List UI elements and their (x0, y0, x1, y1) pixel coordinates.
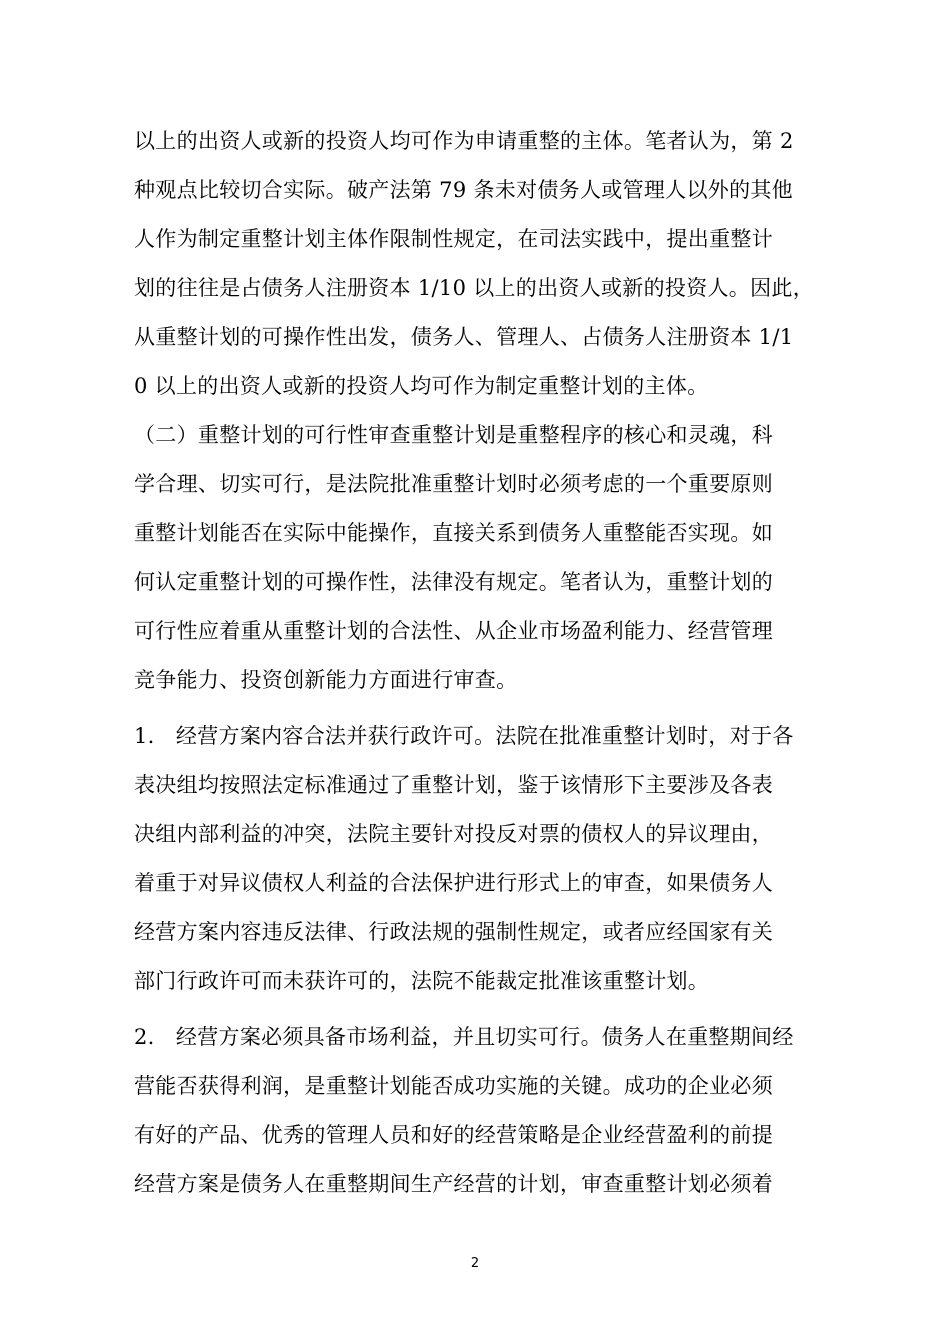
text-line: 经营方案内容违反法律、行政法规的强制性规定，或者应经国家有关 (134, 920, 773, 944)
text-line: 划的往往是占债务人注册资本 1/10 以上的出资人或新的投资人。因此， (134, 276, 815, 300)
text-line: 经营方案是债务人在重整期间生产经营的计划，审查重整计划必须着 (134, 1172, 773, 1196)
text-line: 竞争能力、投资创新能力方面进行审查。 (134, 668, 518, 692)
text-line: 学合理、切实可行，是法院批准重整计划时必须考虑的一个重要原则 (134, 472, 773, 496)
text-line: 表决组均按照法定标准通过了重整计划，鉴于该情形下主要涉及各表 (134, 773, 773, 797)
text-line: 重整计划能否在实际中能操作，直接关系到债务人重整能否实现。如 (134, 521, 773, 545)
text-line: 2. 经营方案必须具备市场利益，并且切实可行。债务人在重整期间经 (134, 1025, 794, 1049)
text-line: 1. 经营方案内容合法并获行政许可。法院在批准重整计划时，对于各 (134, 724, 794, 748)
text-line: 以上的出资人或新的投资人均可作为申请重整的主体。笔者认为，第 2 (134, 129, 794, 153)
text-line: 决组内部利益的冲突，法院主要针对投反对票的债权人的异议理由， (134, 822, 773, 846)
text-line: 从重整计划的可操作性出发，债务人、管理人、占债务人注册资本 1/1 (134, 325, 794, 349)
text-line: 何认定重整计划的可操作性，法律没有规定。笔者认为，重整计划的 (134, 570, 773, 594)
text-line: （二）重整计划的可行性审查重整计划是重整程序的核心和灵魂，科 (134, 423, 773, 447)
text-line: 营能否获得利润，是重整计划能否成功实施的关键。成功的企业必须 (134, 1074, 773, 1098)
text-line: 着重于对异议债权人利益的合法保护进行形式上的审查，如果债务人 (134, 871, 773, 895)
text-line: 种观点比较切合实际。破产法第 79 条未对债务人或管理人以外的其他 (134, 178, 793, 202)
page-number: 2 (470, 1256, 480, 1271)
text-line: 有好的产品、优秀的管理人员和好的经营策略是企业经营盈利的前提 (134, 1123, 773, 1147)
text-line: 部门行政许可而未获许可的，法院不能裁定批准该重整计划。 (134, 969, 710, 993)
text-line: 可行性应着重从重整计划的合法性、从企业市场盈利能力、经营管理 (134, 619, 773, 643)
text-line: 0 以上的出资人或新的投资人均可作为制定重整计划的主体。 (134, 374, 709, 398)
text-line: 人作为制定重整计划主体作限制性规定，在司法实践中，提出重整计 (134, 227, 773, 251)
